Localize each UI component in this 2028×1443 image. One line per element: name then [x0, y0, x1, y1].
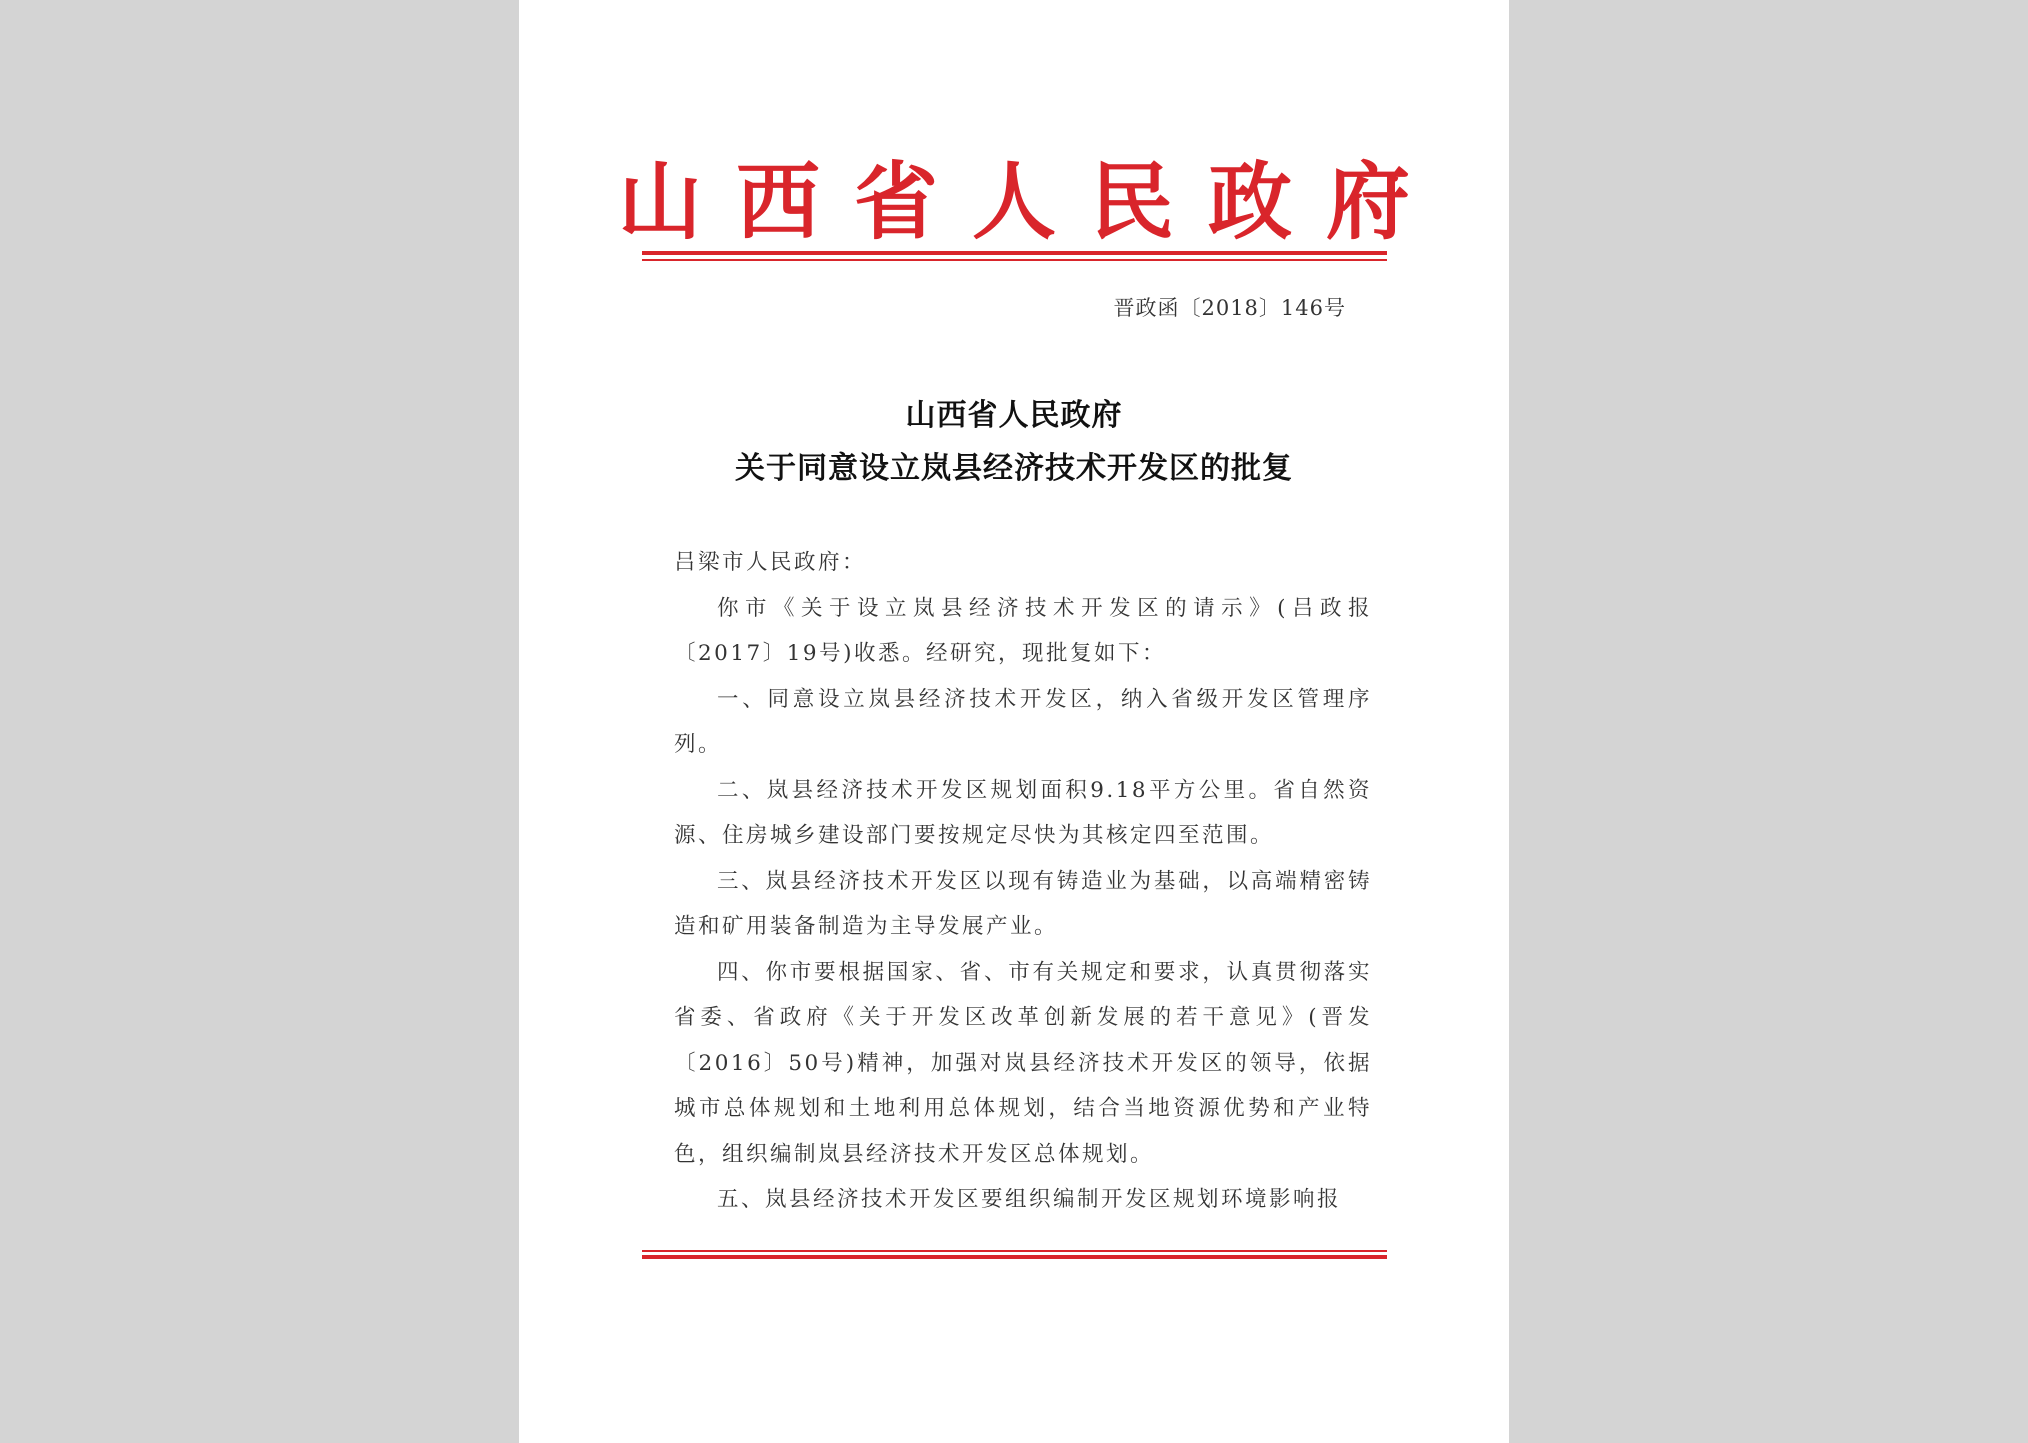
document-page	[519, 0, 1509, 1443]
header-rule-thick	[642, 251, 1387, 255]
body-paragraph-6: 五、岚县经济技术开发区要组织编制开发区规划环境影响报	[717, 1187, 1342, 1212]
document-title-line-1: 山西省人民政府	[905, 398, 1123, 433]
body-paragraph-1: 你市《关于设立岚县经济技术开发区的请示》(吕政报〔2017〕19号)收悉。经研究，现批复如下：	[674, 595, 1372, 666]
issuer-header: 山西省人民政府	[617, 152, 1444, 251]
body-paragraph-2: 一、同意设立岚县经济技术开发区，纳入省级开发区管理序列。	[674, 686, 1372, 757]
header-rule-thin	[642, 259, 1387, 261]
document-body	[674, 540, 1372, 1223]
body-paragraph-4: 三、岚县经济技术开发区以现有铸造业为基础，以高端精密铸造和矿用装备制造为主导发展产业。	[674, 868, 1372, 939]
footer-rule-thick	[642, 1255, 1387, 1259]
salutation: 吕梁市人民政府：	[674, 550, 867, 575]
footer-rule-thin	[642, 1250, 1387, 1252]
document-title-line-2: 关于同意设立岚县经济技术开发区的批复	[735, 451, 1293, 486]
document-number: 晋政函〔2018〕146号	[1113, 296, 1346, 320]
body-paragraph-3: 二、岚县经济技术开发区规划面积9.18平方公里。省自然资源、住房城乡建设部门要按规定尽快为其核定四至范围。	[674, 777, 1372, 848]
body-paragraph-5: 四、你市要根据国家、省、市有关规定和要求，认真贯彻落实省委、省政府《关于开发区改革创新发展的若干意见》(晋发〔2016〕50号)精神，加强对岚县经济技术开发区的领导，依据城市总体规划和土地利用总体规划，结合当地资源优势和产业特色，组织编制岚县经济技术开发区总体规划。	[674, 959, 1372, 1167]
